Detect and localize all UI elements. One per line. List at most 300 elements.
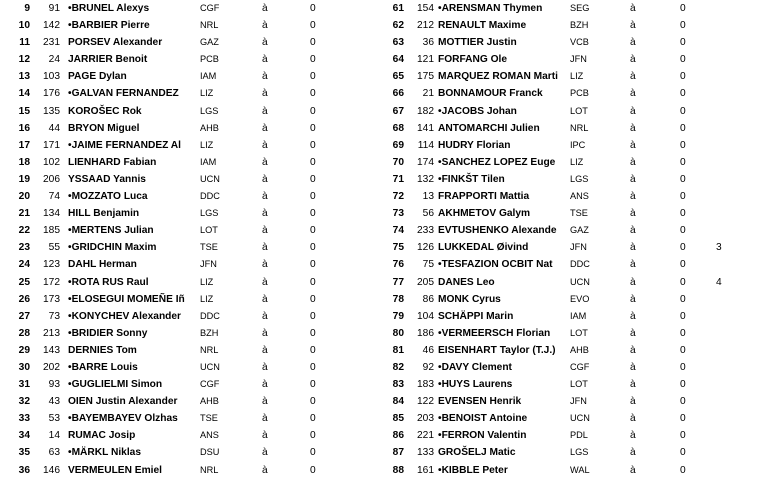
rider-name: •BENOIST Antoine: [438, 413, 528, 425]
team-code: LIZ: [200, 293, 214, 304]
points-value: 0: [310, 122, 316, 134]
rider-name: DANES Leo: [438, 276, 495, 288]
points-value: 0: [310, 37, 316, 49]
rider-name: OIEN Justin Alexander: [68, 396, 178, 408]
bib-number: 55: [48, 242, 60, 254]
rider-name: FRAPPORTI Mattia: [438, 191, 530, 203]
rank: 35: [18, 447, 30, 459]
team-code: SEG: [570, 3, 590, 13]
gap-marker: à: [262, 276, 268, 288]
rank: 76: [392, 259, 404, 271]
team-code: TSE: [570, 208, 588, 219]
rank: 88: [392, 464, 404, 476]
bib-number: 21: [422, 88, 434, 100]
gap-marker: à: [262, 37, 268, 49]
rider-name: •GUGLIELMI Simon: [68, 379, 163, 391]
gap-marker: à: [630, 242, 636, 254]
gap-marker: à: [262, 396, 268, 408]
gap-marker: à: [262, 242, 268, 254]
rider-name: •DAVY Clement: [438, 361, 512, 373]
gap-marker: à: [262, 361, 268, 373]
rank: 20: [18, 191, 30, 203]
bib-number: 176: [43, 88, 60, 100]
bib-number: 73: [48, 310, 60, 322]
rider-name: LUKKEDAL Øivind: [438, 242, 529, 254]
rank: 26: [18, 293, 30, 305]
points-value: 0: [680, 3, 686, 14]
rank: 23: [18, 242, 30, 254]
bib-number: 202: [43, 361, 60, 373]
gap-marker: à: [262, 379, 268, 391]
rider-name: •FERRON Valentin: [438, 430, 527, 442]
gap-marker: à: [630, 430, 636, 442]
rider-name: •BRIDIER Sonny: [68, 327, 148, 339]
points-value: 0: [680, 173, 686, 185]
gap-marker: à: [262, 156, 268, 168]
bib-number: 134: [43, 208, 60, 220]
rank: 80: [392, 327, 404, 339]
team-code: NRL: [570, 122, 589, 133]
rank: 84: [392, 396, 404, 408]
bib-number: 185: [43, 225, 60, 237]
points-value: 0: [680, 242, 686, 254]
rank: 86: [392, 430, 404, 442]
rider-name: BONNAMOUR Franck: [438, 88, 543, 100]
points-value: 0: [680, 225, 686, 237]
rider-name: •ROTA RUS Raul: [68, 276, 149, 288]
points-value: 0: [310, 464, 316, 476]
bib-number: 186: [417, 327, 434, 339]
points-value: 0: [310, 156, 316, 168]
rank: 11: [19, 37, 30, 49]
points-value: 0: [310, 259, 316, 271]
bib-number: 122: [417, 396, 434, 408]
bib-number: 44: [48, 122, 60, 134]
gap-marker: à: [262, 139, 268, 151]
rider-name: JARRIER Benoit: [68, 54, 148, 66]
team-code: IAM: [570, 310, 587, 321]
gap-marker: à: [630, 139, 636, 151]
team-code: LOT: [570, 327, 588, 338]
team-code: DSU: [200, 447, 220, 458]
team-code: NRL: [200, 20, 219, 31]
team-code: LGS: [570, 447, 589, 458]
points-value: 0: [310, 396, 316, 408]
gap-marker: à: [630, 310, 636, 322]
team-code: JFN: [200, 259, 217, 270]
gap-marker: à: [262, 413, 268, 425]
team-code: LIZ: [570, 71, 584, 82]
bib-number: 126: [417, 242, 434, 254]
rider-name: DERNIES Tom: [68, 344, 137, 356]
team-code: NRL: [200, 344, 219, 355]
bib-number: 205: [417, 276, 434, 288]
gap-marker: à: [262, 430, 268, 442]
team-code: BZH: [200, 327, 219, 338]
bib-number: 233: [417, 225, 434, 237]
gap-marker: à: [630, 259, 636, 271]
rider-name: PAGE Dylan: [68, 71, 127, 83]
team-code: IAM: [200, 71, 217, 82]
points-value: 0: [680, 310, 686, 322]
team-code: LGS: [200, 208, 219, 219]
points-value: 0: [310, 293, 316, 305]
bib-number: 24: [48, 54, 60, 66]
rider-name: •GALVAN FERNANDEZ: [68, 88, 179, 100]
bib-number: 75: [422, 259, 434, 271]
rank: 9: [24, 3, 30, 14]
rank: 18: [18, 156, 30, 168]
rank: 17: [18, 139, 30, 151]
points-value: 0: [680, 430, 686, 442]
points-value: 0: [680, 208, 686, 220]
rank: 21: [18, 208, 30, 220]
team-code: DDC: [200, 310, 220, 321]
gap-marker: à: [262, 259, 268, 271]
rider-name: •JAIME FERNANDEZ Al: [68, 139, 181, 151]
rider-name: •KIBBLE Peter: [438, 464, 508, 476]
rider-name: •ARENSMAN Thymen: [438, 3, 543, 14]
gap-marker: à: [630, 71, 636, 83]
bib-number: 132: [417, 173, 434, 185]
points-value: 0: [310, 361, 316, 373]
rider-name: FORFANG Ole: [438, 54, 508, 66]
bib-number: 53: [48, 413, 60, 425]
team-code: AHB: [200, 396, 219, 407]
team-code: LOT: [570, 105, 588, 116]
points-value: 0: [310, 139, 316, 151]
points-value: 0: [310, 3, 316, 14]
bib-number: 92: [422, 361, 434, 373]
rider-name: AKHMETOV Galym: [438, 208, 531, 220]
gap-marker: à: [630, 225, 636, 237]
points-value: 0: [310, 447, 316, 459]
points-value: 0: [680, 54, 686, 66]
bib-number: 221: [417, 430, 434, 442]
rank: 36: [18, 464, 30, 476]
gap-marker: à: [262, 327, 268, 339]
rank: 19: [18, 173, 30, 185]
points-value: 0: [680, 88, 686, 100]
points-value: 0: [310, 379, 316, 391]
team-code: LGS: [570, 173, 589, 184]
rider-name: HILL Benjamin: [68, 208, 140, 220]
points-value: 0: [310, 88, 316, 100]
rank: 71: [392, 173, 404, 185]
team-code: CGF: [200, 379, 220, 390]
rider-name: •VERMEERSCH Florian: [438, 327, 551, 339]
gap-marker: à: [262, 54, 268, 66]
team-code: UCN: [570, 413, 590, 424]
gap-marker: à: [630, 54, 636, 66]
team-code: GAZ: [200, 37, 219, 48]
rank: 83: [392, 379, 404, 391]
team-code: CGF: [570, 361, 590, 372]
team-code: TSE: [200, 413, 218, 424]
rider-name: •JACOBS Johan: [438, 105, 517, 117]
rank: 65: [392, 71, 404, 83]
rank: 63: [392, 37, 404, 49]
rank: 70: [392, 156, 404, 168]
bib-number: 36: [422, 37, 434, 49]
team-code: NRL: [200, 464, 219, 475]
rank: 31: [18, 379, 30, 391]
points-value: 0: [310, 105, 316, 117]
rider-name: SCHÄPPI Marin: [438, 310, 514, 322]
points-value: 0: [680, 105, 686, 117]
bib-number: 203: [417, 413, 434, 425]
gap-marker: à: [630, 173, 636, 185]
rider-name: MOTTIER Justin: [438, 37, 517, 49]
rank: 32: [18, 396, 30, 408]
rider-name: •KONYCHEV Alexander: [68, 310, 182, 322]
team-code: LOT: [200, 225, 218, 236]
team-code: VCB: [570, 37, 589, 48]
rank: 64: [392, 54, 404, 66]
points-value: 0: [310, 71, 316, 83]
gap-marker: à: [262, 344, 268, 356]
rider-name: •BARRE Louis: [68, 361, 138, 373]
team-code: JFN: [570, 54, 587, 65]
bib-number: 171: [43, 139, 60, 151]
rank: 75: [392, 242, 404, 254]
rank: 79: [392, 310, 404, 322]
rider-name: EISENHART Taylor (T.J.): [438, 344, 556, 356]
rider-name: PORSEV Alexander: [68, 37, 163, 49]
rank: 10: [18, 20, 30, 32]
rider-name: •HUYS Laurens: [438, 379, 513, 391]
bib-number: 14: [48, 430, 60, 442]
team-code: ANS: [200, 430, 219, 441]
rider-name: •BARBIER Pierre: [68, 20, 150, 32]
bib-number: 46: [422, 344, 434, 356]
gap-marker: à: [262, 447, 268, 459]
bib-number: 213: [43, 327, 60, 339]
bib-number: 103: [43, 71, 60, 83]
rider-name: GROŠELJ Matic: [438, 447, 516, 459]
points-value: 0: [680, 327, 686, 339]
rank: 14: [18, 88, 30, 100]
extra-value: 3: [716, 242, 722, 254]
points-value: 0: [680, 156, 686, 168]
rider-name: EVTUSHENKO Alexande: [438, 225, 557, 237]
gap-marker: à: [262, 225, 268, 237]
bib-number: 123: [43, 259, 60, 271]
gap-marker: à: [262, 105, 268, 117]
rank: 62: [392, 20, 404, 32]
rank: 30: [18, 361, 30, 373]
gap-marker: à: [262, 20, 268, 32]
rank: 68: [392, 122, 404, 134]
points-value: 0: [310, 327, 316, 339]
points-value: 0: [310, 208, 316, 220]
rank: 87: [392, 447, 404, 459]
points-value: 0: [310, 310, 316, 322]
rider-name: LIENHARD Fabian: [68, 156, 157, 168]
gap-marker: à: [630, 293, 636, 305]
rider-name: •MERTENS Julian: [68, 225, 154, 237]
bib-number: 143: [43, 344, 60, 356]
team-code: UCN: [200, 173, 220, 184]
points-value: 0: [310, 20, 316, 32]
bib-number: 141: [417, 122, 434, 134]
team-code: TSE: [200, 242, 218, 253]
rank: 16: [18, 122, 30, 134]
gap-marker: à: [262, 464, 268, 476]
gap-marker: à: [630, 344, 636, 356]
gap-marker: à: [262, 173, 268, 185]
gap-marker: à: [630, 191, 636, 203]
gap-marker: à: [262, 71, 268, 83]
gap-marker: à: [630, 208, 636, 220]
rank: 29: [18, 344, 30, 356]
team-code: PCB: [200, 54, 219, 65]
rank: 74: [392, 225, 404, 237]
points-value: 0: [680, 37, 686, 49]
bib-number: 63: [48, 447, 60, 459]
bib-number: 133: [417, 447, 434, 459]
team-code: AHB: [570, 344, 589, 355]
bib-number: 56: [422, 208, 434, 220]
gap-marker: à: [630, 122, 636, 134]
rider-name: HUDRY Florian: [438, 139, 511, 151]
points-value: 0: [680, 413, 686, 425]
bib-number: 74: [48, 191, 60, 203]
rank: 34: [18, 430, 30, 442]
bib-number: 161: [417, 464, 434, 476]
rank: 81: [392, 344, 404, 356]
team-code: PCB: [570, 88, 589, 99]
bib-number: 183: [417, 379, 434, 391]
team-code: LGS: [200, 105, 219, 116]
team-code: JFN: [570, 396, 587, 407]
points-value: 0: [680, 361, 686, 373]
points-value: 0: [680, 20, 686, 32]
gap-marker: à: [262, 293, 268, 305]
team-code: UCN: [570, 276, 590, 287]
gap-marker: à: [262, 191, 268, 203]
points-value: 0: [310, 276, 316, 288]
rank: 25: [18, 276, 30, 288]
rank: 33: [18, 413, 30, 425]
team-code: WAL: [570, 464, 590, 475]
rider-name: RUMAC Josip: [68, 430, 136, 442]
team-code: LIZ: [570, 156, 584, 167]
rank: 66: [392, 88, 404, 100]
points-value: 0: [310, 225, 316, 237]
bib-number: 142: [43, 20, 60, 32]
rank: 15: [18, 105, 30, 117]
gap-marker: à: [630, 3, 636, 14]
points-value: 0: [680, 122, 686, 134]
rank: 61: [392, 3, 404, 14]
gap-marker: à: [630, 447, 636, 459]
gap-marker: à: [630, 464, 636, 476]
points-value: 0: [680, 464, 686, 476]
points-value: 0: [310, 54, 316, 66]
team-code: LIZ: [200, 88, 214, 99]
team-code: LIZ: [200, 276, 214, 287]
points-value: 0: [680, 396, 686, 408]
team-code: LOT: [570, 379, 588, 390]
bib-number: 43: [48, 396, 60, 408]
team-code: JFN: [570, 242, 587, 253]
rank: 73: [392, 208, 404, 220]
bib-number: 146: [43, 464, 60, 476]
points-value: 0: [680, 191, 686, 203]
points-value: 0: [310, 413, 316, 425]
bib-number: 174: [417, 156, 434, 168]
team-code: IAM: [200, 156, 217, 167]
gap-marker: à: [630, 88, 636, 100]
rank: 69: [392, 139, 404, 151]
points-value: 0: [680, 447, 686, 459]
points-value: 0: [680, 293, 686, 305]
extra-value: 4: [716, 276, 722, 288]
gap-marker: à: [630, 361, 636, 373]
bib-number: 212: [417, 20, 434, 32]
rank: 12: [18, 54, 30, 66]
rider-name: MONK Cyrus: [438, 293, 501, 305]
bib-number: 13: [422, 191, 434, 203]
rider-name: BRYON Miguel: [68, 122, 140, 134]
rider-name: •FINKŠT Tilen: [438, 173, 505, 185]
rank: 13: [18, 71, 30, 83]
team-code: EVO: [570, 293, 590, 304]
bib-number: 104: [417, 310, 434, 322]
bib-number: 135: [43, 105, 60, 117]
points-value: 0: [310, 173, 316, 185]
rider-name: •BAYEMBAYEV Olzhas: [68, 413, 178, 425]
rider-name: VERMEULEN Emiel: [68, 464, 162, 476]
rider-name: MARQUEZ ROMAN Marti: [438, 71, 558, 83]
bib-number: 114: [417, 139, 434, 151]
bib-number: 182: [417, 105, 434, 117]
team-code: UCN: [200, 361, 220, 372]
rider-name: KOROŠEC Rok: [68, 105, 142, 117]
bib-number: 231: [43, 37, 60, 49]
rider-name: •SANCHEZ LOPEZ Euge: [438, 156, 556, 168]
points-value: 0: [310, 242, 316, 254]
gap-marker: à: [262, 310, 268, 322]
bib-number: 93: [48, 379, 60, 391]
rider-name: RENAULT Maxime: [438, 20, 527, 32]
gap-marker: à: [630, 396, 636, 408]
rider-name: •TESFAZION OCBIT Nat: [438, 259, 553, 271]
rider-name: DAHL Herman: [68, 259, 137, 271]
rider-name: EVENSEN Henrik: [438, 396, 522, 408]
rank: 72: [392, 191, 404, 203]
gap-marker: à: [630, 413, 636, 425]
points-value: 0: [680, 379, 686, 391]
bib-number: 173: [43, 293, 60, 305]
points-value: 0: [310, 344, 316, 356]
gap-marker: à: [630, 379, 636, 391]
bib-number: 91: [48, 3, 60, 14]
rider-name: •MOZZATO Luca: [68, 191, 148, 203]
gap-marker: à: [630, 105, 636, 117]
team-code: IPC: [570, 139, 586, 150]
team-code: LIZ: [200, 139, 214, 150]
points-value: 0: [680, 71, 686, 83]
points-value: 0: [680, 276, 686, 288]
bib-number: 154: [417, 3, 434, 14]
gap-marker: à: [630, 37, 636, 49]
rider-name: ANTOMARCHI Julien: [438, 122, 540, 134]
gap-marker: à: [630, 20, 636, 32]
rider-name: •MÄRKL Niklas: [68, 447, 142, 459]
team-code: DDC: [200, 191, 220, 202]
